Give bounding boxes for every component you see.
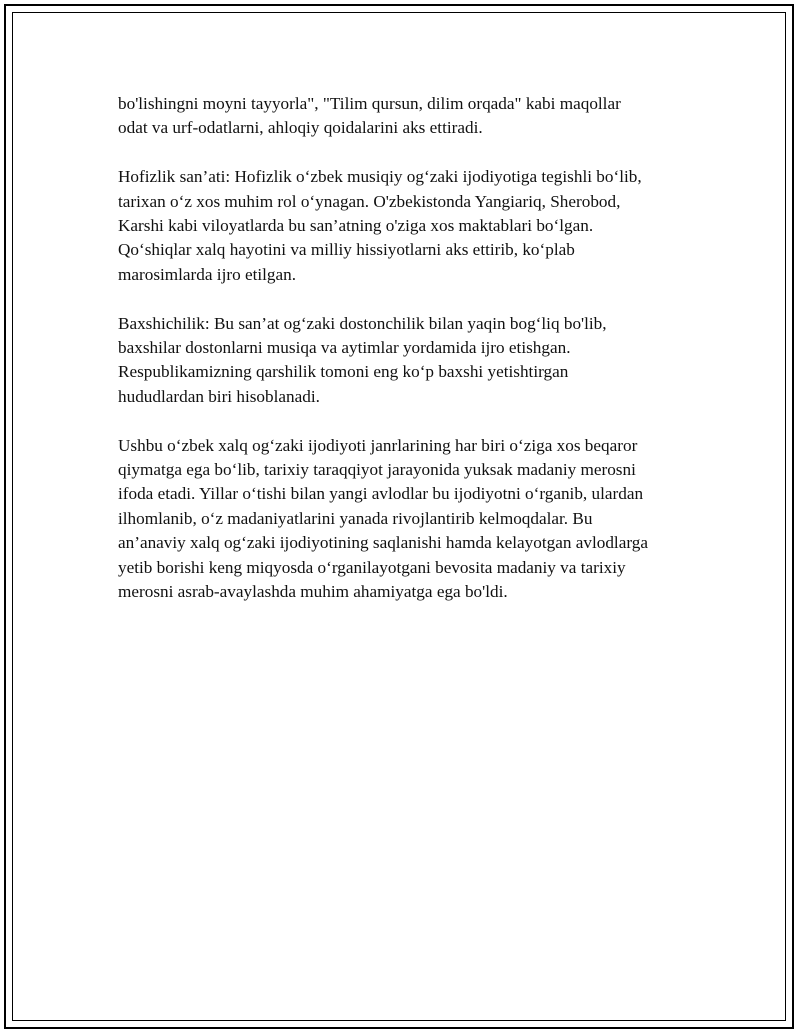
text-line: merosni asrab-avaylashda muhim ahamiyatga ega bo'ldi. [118, 582, 508, 602]
text-line: Hofizlik san’ati: Hofizlik o‘zbek musiqiy og‘zaki ijodiyotiga tegishli bo‘lib, [118, 167, 642, 187]
text-line: an’anaviy xalq og‘zaki ijodiyotining saqlanishi hamda kelayotgan avlodlarga [118, 533, 648, 553]
text-line: odat va urf-odatlarni, ahloqiy qoidalarini aks ettiradi. [118, 118, 483, 138]
text-line: Baxshichilik: Bu san’at og‘zaki dostonchilik bilan yaqin bog‘liq bo'lib, [118, 313, 607, 333]
document-body [118, 92, 698, 629]
text-line: ilhomlanib, o‘z madaniyatlarini yanada rivojlantirib kelmoqdalar. Bu [118, 508, 593, 528]
text-line: marosimlarda ijro etilgan. [118, 264, 297, 284]
text-line: qiymatga ega bo‘lib, tarixiy taraqqiyot jarayonida yuksak madaniy merosni [118, 460, 636, 480]
text-line: Karshi kabi viloyatlarda bu san’atning o'ziga xos maktablari bo‘lgan. [118, 216, 594, 236]
paragraph-proverbs [118, 92, 698, 141]
text-line: bo'lishingni moyni tayyorla", "Tilim qursun, dilim orqada" kabi maqollar [118, 94, 621, 113]
paragraph-baxshichilik [118, 312, 698, 410]
text-line: hududlardan biri hisoblanadi. [118, 386, 320, 406]
text-line: baxshilar dostonlarni musiqa va aytimlar yordamida ijro etishgan. [118, 338, 571, 358]
text-line: tarixan o‘z xos muhim rol o‘ynagan. O'zbekistonda Yangiariq, Sherobod, [118, 191, 621, 211]
text-line: Ushbu o‘zbek xalq og‘zaki ijodiyoti janrlarining har biri o‘ziga xos beqaror [118, 435, 638, 455]
text-line: Qo‘shiqlar xalq hayotini va milliy hissiyotlarni aks ettirib, ko‘plab [118, 240, 575, 260]
text-line: yetib borishi keng miqyosda o‘rganilayotgani bevosita madaniy va tarixiy [118, 557, 626, 577]
paragraph-hofizlik [118, 165, 698, 287]
text-line: ifoda etadi. Yillar o‘tishi bilan yangi avlodlar bu ijodiyotni o‘rganib, ulardan [118, 484, 644, 504]
paragraph-conclusion [118, 434, 698, 605]
text-line: Respublikamizning qarshilik tomoni eng ko‘p baxshi yetishtirgan [118, 362, 569, 382]
